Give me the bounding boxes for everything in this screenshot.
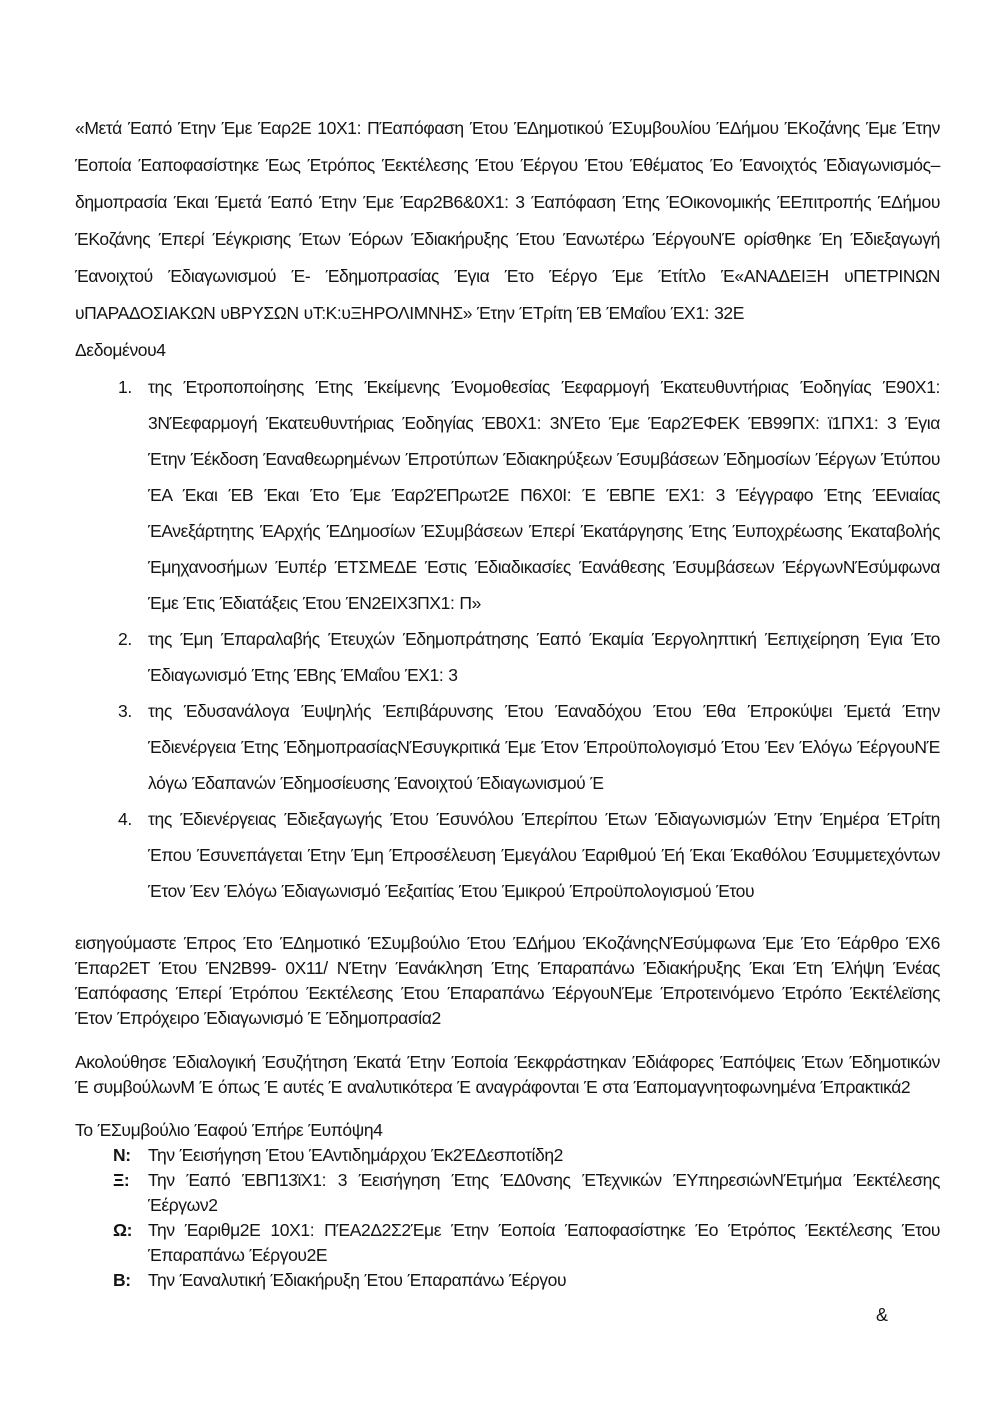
list-item-text: Την Έεισήγηση Έτου ΈΑντιδημάρχου Έκ2ΈΔεσποτίδη2 xyxy=(148,1145,564,1165)
discussion-paragraph: Ακολούθησε Έδιαλογική Έσυζήτηση Έκατά Έτην Έοποία Έεκφράστηκαν Έδιάφορες Έαπόψεις Έτων Έδημοτικών Έ συμβούλωνΜ Έ όπως Έ αυτές Έ αναλυτικότερα Έ αναγράφονται Έ στα Έαπομαγνητοφωνημένα Έπρακτικά2 xyxy=(75,1052,940,1097)
list-item-marker: Ν: xyxy=(113,1145,131,1165)
list-item-number: 3. xyxy=(118,701,132,721)
list-item-marker: Ξ: xyxy=(113,1170,130,1190)
list-item-text: της Έδιενέργειας Έδιεξαγωγής Έτου Έσυνόλου Έπερίπου Έτων Έδιαγωνισμών Έτην Έημέρα ΈΤρίτη Έπου Έσυνεπάγεται Έτην Έμη Έπροσέλευση Έμεγάλου Έαριθμού Έή Έκαι Έκαθόλου Έσυμμετεχόντων Έτον Έεν Έλόγω Έδιαγωνισμό Έεξαιτίας Έτου Έμικρού Έπροϋπολογισμού Έτου xyxy=(148,809,940,901)
list-item-text: της Έτροποποίησης Έτης Έκείμενης Ένομοθεσίας Έεφαρμογή Έκατευθυντήριας Έοδηγίας Έ90Χ1: 3ΝΈεφαρμογή Έκατευθυντήριας Έοδηγίας ΈΒ0Χ1: 3ΝΈτο Έμε Έαρ2ΈΦΕΚ ΈΒ99ΠΧ: ϊ1ΠΧ1: 3 Έγια Έτην Έέκδοση Έαναθεωρημένων Έπροτύπων Έδιακηρύξεων Έσυμβάσεων Έδημοσίων Έέργων Έτύπου ΈΑ Έκαι ΈΒ Έκαι Έτο Έμε Έαρ2ΈΠρωτ2Ε Π6Χ0Ι: Έ ΈΒΠΕ ΈΧ1: 3 Έέγγραφο Έτης ΈΕνιαίας ΈΑνεξάρτητης ΈΑρχής ΈΔημοσίων ΈΣυμβάσεων Έπερί Έκατάργησης Έτης Έυποχρέωσης Έκαταβολής Έμηχανοσήμων Έυπέρ ΈΤΣΜΕΔΕ Έστις Έδιαδικασίες Έανάθεσης Έσυμβάσεων ΈέργωνΝΈσύμφωνα Έμε Έτις Έδιατάξεις Έτου ΈΝ2ΕΙΧ3ΠΧ1: Π» xyxy=(148,377,940,613)
list-item xyxy=(75,693,940,801)
page-number: & xyxy=(876,1305,889,1325)
list-item xyxy=(75,621,940,693)
list-item xyxy=(75,801,940,909)
list-item-text: της Έδυσανάλογα Έυψηλής Έεπιβάρυνσης Έτου Έαναδόχου Έτου Έθα Έπροκύψει Έμετά Έτην Έδιενέργεια Έτης ΈδημοπρασίαςΝΈσυγκριτικά Έμε Έτον Έπροϋπολογισμό Έτου Έεν Έλόγω ΈέργουΝΈ λόγω Έδαπανών Έδημοσίευσης Έανοιχτού Έδιαγωνισμού Έ xyxy=(148,701,940,793)
list-item xyxy=(75,1218,940,1268)
given-heading: Δεδομένου4 xyxy=(75,340,166,360)
considered-list xyxy=(75,1143,940,1293)
list-item-text: της Έμη Έπαραλαβής Έτευχών Έδημοπράτησης Έαπό Έκαμία Έεργοληπτική Έεπιχείρηση Έγια Έτο Έδιαγωνισμό Έτης ΈΒης ΈΜαΐου ΈΧ1: 3 xyxy=(148,629,940,685)
reasons-list xyxy=(75,369,940,909)
list-item-number: 2. xyxy=(118,629,132,649)
council-heading: Το ΈΣυμβούλιο Έαφού Έπήρε Έυπόψη4 xyxy=(75,1120,383,1140)
list-item xyxy=(75,1168,940,1218)
list-item-number: 4. xyxy=(118,809,132,829)
list-item xyxy=(75,1268,940,1293)
list-item-text: Την Έαριθμ2Ε 10Χ1: ΠΈΑ2Δ2Σ2Έμε Έτην Έοποία Έαποφασίστηκε Έο Έτρόπος Έεκτέλεσης Έτου Έπαραπάνω Έέργου2Ε xyxy=(148,1220,940,1265)
list-item-marker: Β: xyxy=(113,1270,131,1290)
list-item xyxy=(75,1143,940,1168)
list-item-text: Την Έαπό ΈΒΠ13ϊΧ1: 3 Έεισήγηση Έτης ΈΔ0νσης ΈΤεχνικών ΈΥπηρεσιώνΝΈτμήμα Έεκτέλεσης Έέργων2 xyxy=(148,1170,940,1215)
list-item-text: Την Έαναλυτική Έδιακήρυξη Έτου Έπαραπάνω Έέργου xyxy=(148,1270,567,1290)
list-item-number: 1. xyxy=(118,377,132,397)
intro-paragraph: «Μετά Έαπό Έτην Έμε Έαρ2Ε 10Χ1: ΠΈαπόφαση Έτου ΈΔημοτικού ΈΣυμβουλίου ΈΔήμου ΈΚοζάνης Έμε Έτην Έοποία Έαποφασίστηκε Έως Έτρόπος Έεκτέλεσης Έτου Έέργου Έτου Έθέματος Έο Έανοιχτός Έδιαγωνισμός–δημοπρασία Έκαι Έμετά Έαπό Έτην Έμε Έαρ2Β6&0Χ1: 3 Έαπόφαση Έτης ΈΟικονομικής ΈΕπιτροπής ΈΔήμου ΈΚοζάνης Έπερί Έέγκρισης Έτων Έόρων Έδιακήρυξης Έτου Έανωτέρω ΈέργουΝΈ ορίσθηκε Έη Έδιεξαγωγή Έανοιχτού Έδιαγωνισμού Έ- Έδημοπρασίας Έγια Έτο Έέργο Έμε Έτίτλο Έ«ΑΝΑΔΕΙΞΗ υΠΕΤΡΙΝΩΝ υΠΑΡΑΔΟΣΙΑΚΩΝ υΒΡΥΣΩΝ υΤ:Κ:υΞΗΡΟΛΙΜΝΗΣ» Έτην ΈΤρίτη ΈΒ ΈΜαΐου ΈΧ1: 32Ε xyxy=(75,118,940,323)
proposal-paragraph: εισηγούμαστε Έπρος Έτο ΈΔημοτικό ΈΣυμβούλιο Έτου ΈΔήμου ΈΚοζάνηςΝΈσύμφωνα Έμε Έτο Έάρθρο ΈΧ6 Έπαρ2ΕΤ Έτου ΈΝ2Β99- 0Χ11/ ΝΈτην Έανάκληση Έτης Έπαραπάνω Έδιακήρυξης Έκαι Έτη Έλήψη Ένέας Έαπόφασης Έπερί Έτρόπου Έεκτέλεσης Έτου Έπαραπάνω ΈέργουΝΈμε Έπροτεινόμενο Έτρόπο Έεκτέλεϊσης Έτον Έπρόχειρο Έδιαγωνισμό Έ Έδημοπρασία2 xyxy=(75,933,940,1028)
list-item xyxy=(75,369,940,621)
list-item-marker: Ω: xyxy=(113,1220,133,1240)
